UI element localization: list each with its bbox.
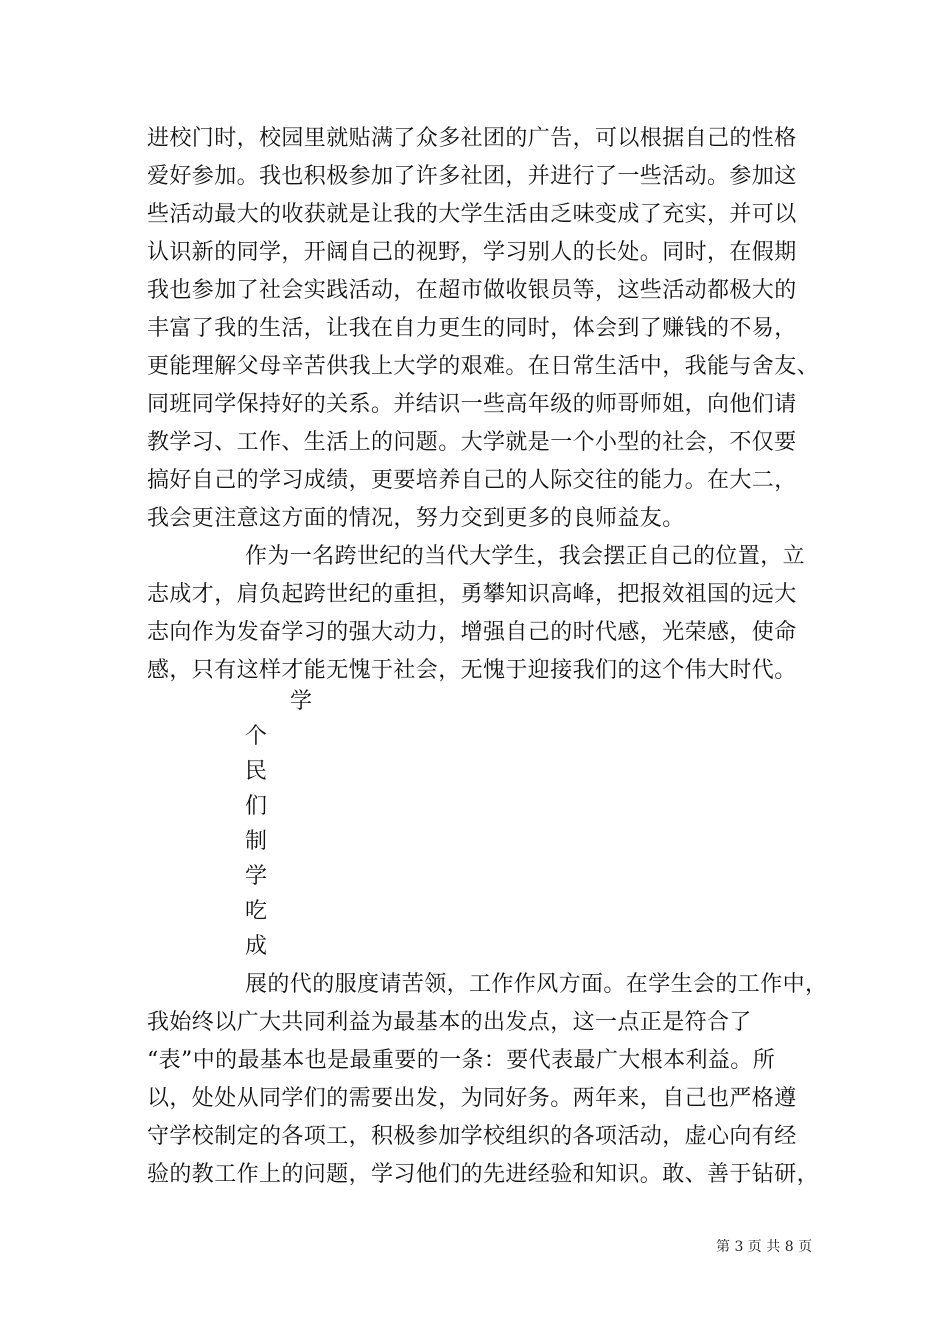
text-line: 作为一名跨世纪的当代大学生，我会摆正自己的位置，立	[245, 544, 806, 569]
text-line: 我也参加了社会实践活动，在超市做收银员等，这些活动都极大的	[147, 278, 797, 303]
text-line: 感，只有这样才能无愧于社会，无愧于迎接我们的这个伟大时代。	[147, 658, 797, 683]
text-line: 进校门时，校园里就贴满了众多社团的广告，可以根据自己的性格	[147, 126, 797, 151]
text-line: “表”中的最基本也是最重要的一条：要代表最广大根本利益。所	[147, 1048, 776, 1073]
text-line: 认识新的同学，开阔自己的视野，学习别人的长处。同时，在假期	[147, 240, 797, 265]
text-line: 志向作为发奋学习的强大动力，增强自己的时代感，光荣感，使命	[147, 620, 797, 645]
text-line: 守学校制定的各项工，积极参加学校组织的各项活动，虚心向有经	[147, 1124, 797, 1149]
text-line: 丰富了我的生活，让我在自力更生的同时，体会到了赚钱的不易，	[147, 316, 797, 341]
vertical-char: 学	[245, 864, 268, 889]
vertical-char: 制	[245, 829, 268, 854]
text-line: 爱好参加。我也积极参加了许多社团，并进行了一些活动。参加这	[147, 164, 797, 189]
text-line: 验的教工作上的问题，学习他们的先进经验和知识。敢、善于钻研，	[147, 1162, 820, 1187]
vertical-char: 吃	[245, 899, 268, 924]
text-line: 以，处处从同学们的需要出发，为同好务。两年来，自己也严格遵	[147, 1086, 797, 1111]
text-line: 同班同学保持好的关系。并结识一些高年级的师哥师姐，向他们请	[147, 392, 797, 417]
text-line: 教学习、工作、生活上的问题。大学就是一个小型的社会，不仅要	[147, 430, 797, 455]
vertical-char: 民	[245, 759, 268, 784]
vertical-char: 个	[245, 724, 268, 749]
vertical-char: 成	[245, 934, 268, 959]
text-line: 我始终以广大共同利益为最基本的出发点，这一点正是符合了	[147, 1010, 752, 1035]
text-line: 些活动最大的收获就是让我的大学生活由乏味变成了充实，并可以	[147, 202, 797, 227]
vertical-char: 学	[290, 689, 313, 714]
page-number-footer: 第 3 页 共 8 页	[716, 1239, 813, 1255]
text-line: 更能理解父母辛苦供我上大学的艰难。在日常生活中，我能与舍友、	[147, 354, 820, 379]
text-line: 搞好自己的学习成绩，更要培养自己的人际交往的能力。在大二，	[147, 468, 797, 493]
text-line: 我会更注意这方面的情况，努力交到更多的良师益友。	[147, 506, 685, 531]
text-line: 志成才，肩负起跨世纪的重担，勇攀知识高峰，把报效祖国的远大	[147, 582, 797, 607]
vertical-char: 们	[245, 794, 268, 819]
text-line: 展的代的服度请苦领，工作作风方面。在学生会的工作中，	[245, 972, 828, 997]
